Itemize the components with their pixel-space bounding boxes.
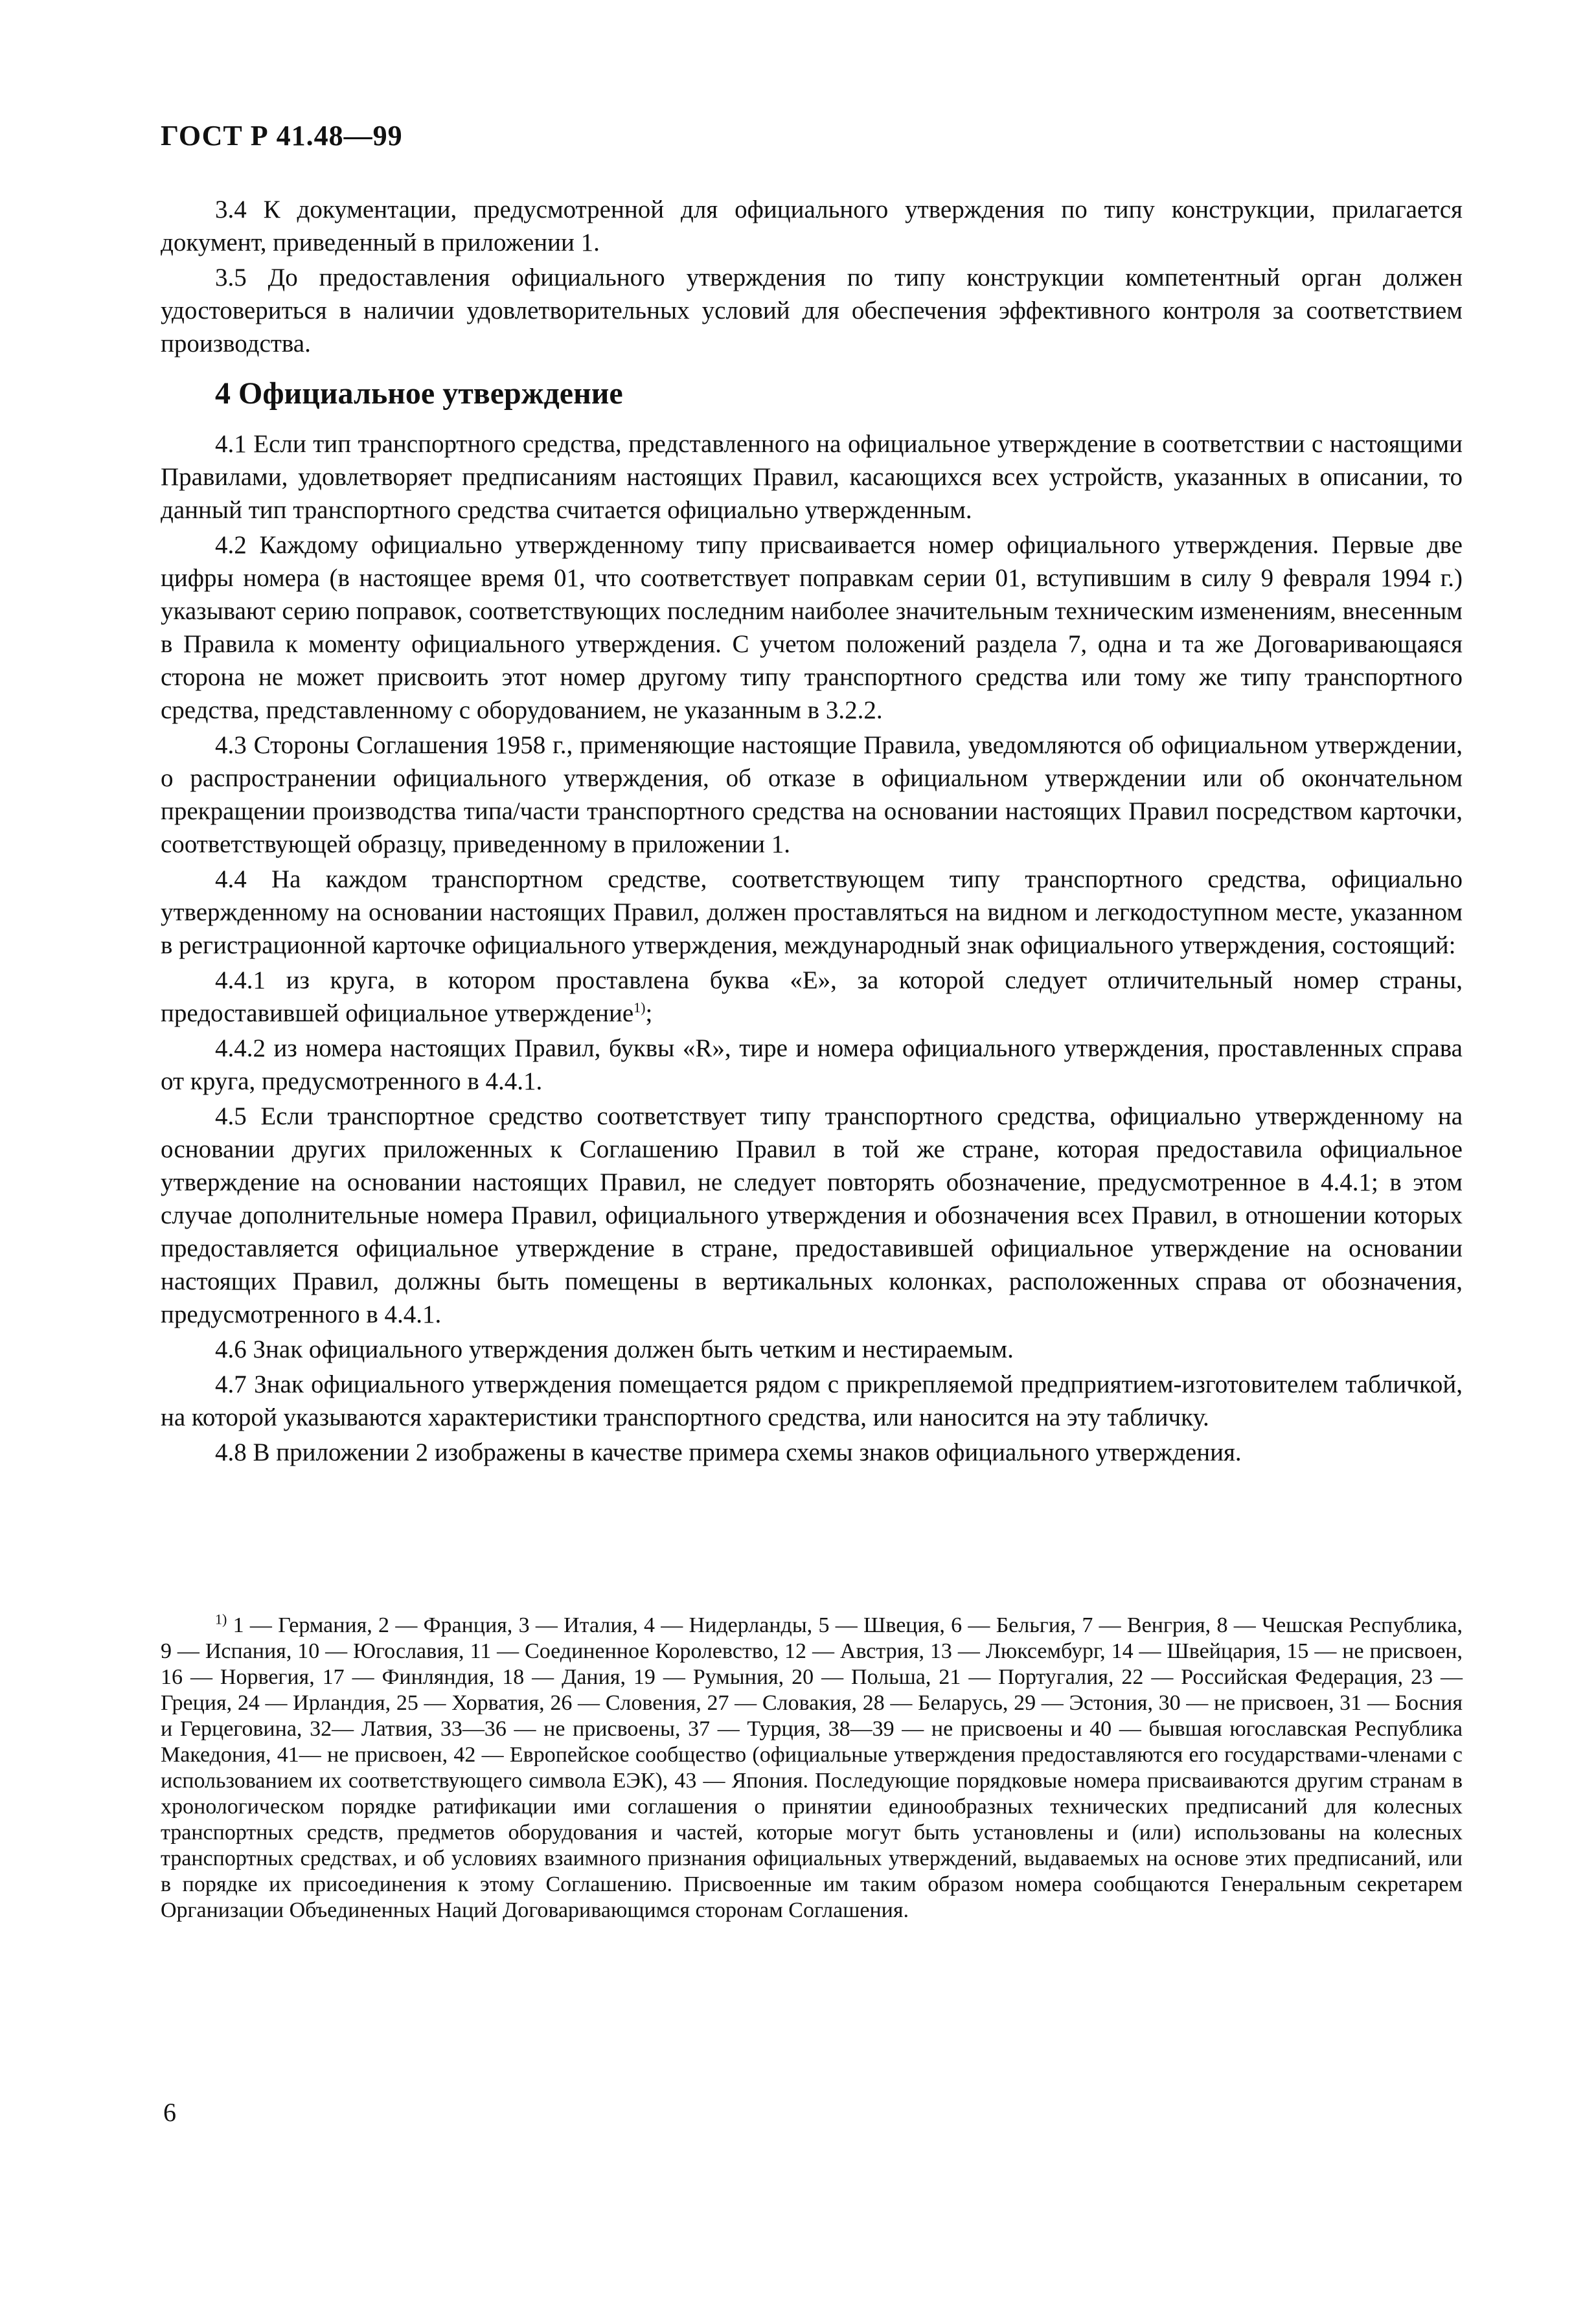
footnote-text: 1 — Германия, 2 — Франция, 3 — Италия, 4 — Нидерланды, 5 — Швеция, 6 — Бельгия, 7 — Венгрия, 8 — Чешская Республика, 9 — Испания, 10 — Югославия, 11 — Соединенное Королевство, 12 — Австрия, 13 — Люксембург, 14 — Швейцария, 15 — не присвоен, 16 — Норвегия, 17 — Финляндия, 18 — Дания, 19 — Румыния, 20 — Польша, 21 — Португалия, 22 — Российская Федерация, 23 — Греция, 24 — Ирландия, 25 — Хорватия, 26 — Словения, 27 — Словакия, 28 — Беларусь, 29 — Эстония, 30 — не присвоен, 31 — Босния и Герцеговина, 32— Латвия, 33—36 — не присвоены, 37 — Турция, 38—39 — не присвоены и 40 — бывшая югославская Республика Македония, 41— не присвоен, 42 — Европейское сообщество (официальные утверждения предоставляются его государствами-членами с использованием их соответствующего символа ЕЭК), 43 — Япония. Последующие порядковые номера присваиваются другим странам в хронологическом порядке ратификации ими соглашения о принятии единообразных технических предписаний для колесных транспортных средств, предметов оборудования и частей, которые могут быть установлены и (или) использованы на колесных транспортных средствах, и об условиях взаимного признания официальных утверждений, выдаваемых на основе этих предписаний, или в порядке их присоединения к этому Соглашению. Присвоенные им таким образом номера сообщаются Генеральным секретарем Организации Объединенных Наций Договаривающимся сторонам Соглашения. (161, 1613, 1463, 1922)
paragraph-4-4-1-end: ; (645, 999, 653, 1027)
paragraph-4-7: 4.7 Знак официального утверждения помещается рядом с прикрепляемой предприятием-изготовителем табличкой, на которой указываются характеристики транспортного средства, или наносится на эту табличку. (161, 1370, 1463, 1431)
footnote-mark: 1) (215, 1611, 227, 1628)
document-body (161, 193, 1463, 1471)
footnote-block (161, 1613, 1463, 1924)
paragraph-4-8: 4.8 В приложении 2 изображены в качестве примера схемы знаков официального утверждения. (215, 1438, 1242, 1466)
paragraph-4-5: 4.5 Если транспортное средство соответствует типу транспортного средства, официально утвержденному на основании других приложенных к Соглашению Правил в той же стране, которая предоставила официальное утверждение на основании настоящих Правил, не следует повторять обозначение, предусмотренное в 4.4.1; в этом случае дополнительные номера Правил, официального утверждения и обозначения всех Правил, в отношении которых предоставляется официальное утверждение в стране, предоставившей официальное утверждение на основании настоящих Правил, должны быть помещены в вертикальных колонках, расположенных справа от обозначения, предусмотренного в 4.4.1. (161, 1102, 1463, 1328)
paragraph-4-4-1 (161, 964, 1463, 1030)
page-number: 6 (163, 2098, 176, 2127)
footnote-reference[interactable]: 1) (633, 999, 646, 1016)
paragraph-4-6: 4.6 Знак официального утверждения должен быть четким и нестираемым. (215, 1335, 1014, 1363)
paragraph-4-4-1-text: 4.4.1 из круга, в котором проставлена буква «E», за которой следует отличительный номер страны, предоставившей официальное утверждение (161, 966, 1463, 1027)
paragraph-4-4-2: 4.4.2 из номера настоящих Правил, буквы «R», тире и номера официального утверждения, проставленных справа от круга, предусмотренного в 4.4.1. (161, 1034, 1463, 1095)
section-heading: 4 Официальное утверждение (215, 376, 623, 411)
paragraph-3-5: 3.5 До предоставления официального утверждения по типу конструкции компетентный орган должен удостовериться в наличии удовлетворительных условий для обеспечения эффективного контроля за соответствием производства. (161, 264, 1463, 358)
paragraph-4-4: 4.4 На каждом транспортном средстве, соответствующем типу транспортного средства, официально утвержденному на основании настоящих Правил, должен проставляться на видном и легкодоступном месте, указанном в регистрационной карточке официального утверждения, международный знак официального утверждения, состоящий: (161, 865, 1463, 959)
paragraph-4-2: 4.2 Каждому официально утвержденному типу присваивается номер официального утверждения. Первые две цифры номера (в настоящее время 01, что соответствует поправкам серии 01, вступившим в силу 9 февраля 1994 г.) указывают серию поправок, соответствующих последним наиболее значительным техническим изменениям, внесенным в Правила к моменту официального утверждения. С учетом положений раздела 7, одна и та же Договаривающаяся сторона не может присвоить этот номер другому типу транспортного средства или тому же типу транспортного средства, представленному с оборудованием, не указанным в 3.2.2. (161, 531, 1463, 724)
paragraph-3-4: 3.4 К документации, предусмотренной для официального утверждения по типу конструкции, прилагается документ, приведенный в приложении 1. (161, 196, 1463, 256)
paragraph-4-3: 4.3 Стороны Соглашения 1958 г., применяющие настоящие Правила, уведомляются об официальном утверждении, о распространении официального утверждения, об отказе в официальном утверждении или об окончательном прекращении производства типа/части транспортного средства на основании настоящих Правил посредством карточки, соответствующей образцу, приведенному в приложении 1. (161, 731, 1463, 858)
document-header: ГОСТ Р 41.48—99 (161, 120, 403, 152)
footnote-1 (161, 1613, 1463, 1924)
paragraph-4-1: 4.1 Если тип транспортного средства, представленного на официальное утверждение в соответствии с настоящими Правилами, удовлетворяет предписаниям настоящих Правил, касающихся всех устройств, указанных в описании, то данный тип транспортного средства считается официально утвержденным. (161, 430, 1463, 524)
